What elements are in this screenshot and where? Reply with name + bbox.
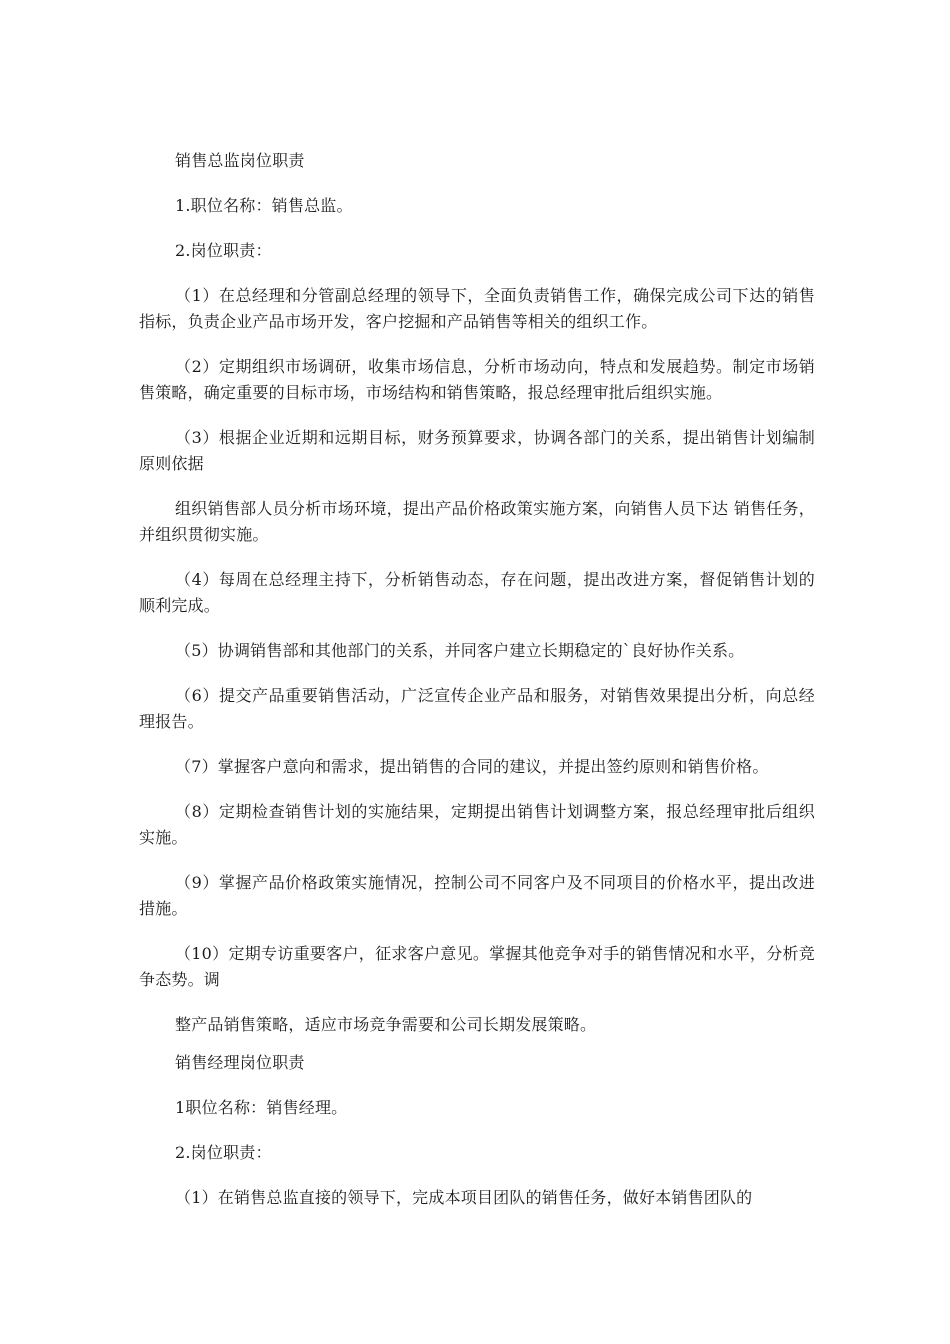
duty-item-10: （10）定期专访重要客户，征求客户意见。掌握其他竞争对手的销售情况和水平，分析竞争态势。调 bbox=[139, 944, 815, 989]
position-name-line-manager: 1职位名称：销售经理。 bbox=[175, 1098, 348, 1117]
section-title-sales-manager: 销售经理岗位职责 bbox=[175, 1053, 305, 1072]
duty-item-5: （5）协调销售部和其他部门的关系，并同客户建立长期稳定的`良好协作关系。 bbox=[175, 641, 745, 660]
duty-item-3-continued: 组织销售部人员分析市场环境，提出产品价格政策实施方案，向销售人员下达 销售任务，并组织贯彻实施。 bbox=[139, 499, 815, 544]
duty-item-10-continued: 整产品销售策略，适应市场竞争需要和公司长期发展策略。 bbox=[175, 1015, 597, 1034]
manager-duty-item-1: （1）在销售总监直接的领导下，完成本项目团队的销售任务，做好本销售团队的 bbox=[175, 1188, 753, 1207]
section-title-sales-director: 销售总监岗位职责 bbox=[175, 151, 305, 170]
duty-item-8: （8）定期检查销售计划的实施结果，定期提出销售计划调整方案，报总经理审批后组织实施。 bbox=[139, 802, 815, 847]
duty-item-2: （2）定期组织市场调研，收集市场信息，分析市场动向，特点和发展趋势。制定市场销售策略，确定重要的目标市场，市场结构和销售策略，报总经理审批后组织实施。 bbox=[139, 357, 815, 402]
duty-item-1: （1）在总经理和分管副总经理的领导下，全面负责销售工作，确保完成公司下达的销售指标，负责企业产品市场开发，客户挖掘和产品销售等相关的组织工作。 bbox=[139, 286, 815, 331]
duty-item-6: （6）提交产品重要销售活动，广泛宣传企业产品和服务，对销售效果提出分析，向总经理报告。 bbox=[139, 686, 815, 731]
responsibilities-heading: 2.岗位职责： bbox=[175, 241, 272, 260]
duty-item-4: （4）每周在总经理主持下，分析销售动态，存在问题，提出改进方案，督促销售计划的顺利完成。 bbox=[139, 570, 815, 615]
responsibilities-heading-manager: 2.岗位职责： bbox=[175, 1143, 272, 1162]
duty-item-3: （3）根据企业近期和远期目标，财务预算要求，协调各部门的关系，提出销售计划编制原则依据 bbox=[139, 428, 815, 473]
duty-item-9: （9）掌握产品价格政策实施情况，控制公司不同客户及不同项目的价格水平，提出改进措施。 bbox=[139, 873, 815, 918]
duty-item-7: （7）掌握客户意向和需求，提出销售的合同的建议，并提出签约原则和销售价格。 bbox=[175, 757, 769, 776]
document-page bbox=[139, 148, 815, 1211]
position-name-line: 1.职位名称：销售总监。 bbox=[175, 196, 353, 215]
